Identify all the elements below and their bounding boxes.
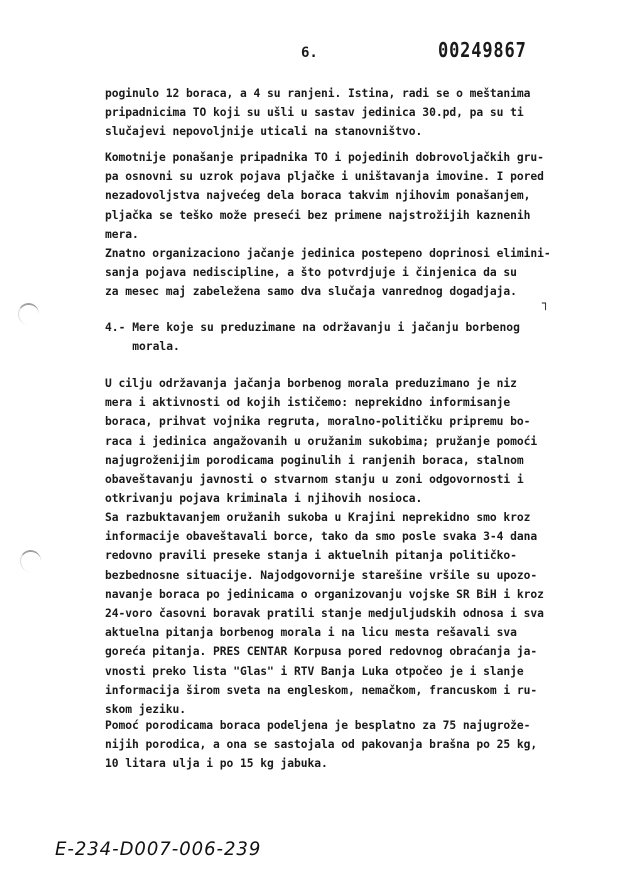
page-number: 6. bbox=[301, 45, 318, 61]
punch-hole-mark bbox=[18, 303, 39, 325]
paragraph-casualties: poginulo 12 boraca, a 4 su ranjeni. Istina, radi se o meštanima pripadnicima TO koji su ušli u sastav jedinica 30.pd, pa su ti slučajevi nepovoljnije uticali na stanovništvo. bbox=[105, 87, 531, 139]
paragraph-discipline: Znatno organizaciono jačanje jedinica postepeno doprinosi elimini- sanja pojava nediscipline, a što potvrdjuje i činjenica da su za mesec maj zabeležena samo dva slučaja vanrednog dogadjaja. bbox=[105, 247, 551, 299]
paragraph-looting: Komotnije ponašanje pripadnika TO i pojedinih dobrovoljačkih gru- pa osnovni su uzrok pojava pljačke i uništavanja imovine. I pored nezadovoljstva najvećeg dela boraca takvim njihovim ponašanjem, pljačka se teško može preseći bez primene najstrožijih kaznenih mera. bbox=[105, 151, 544, 241]
punch-hole-mark bbox=[20, 550, 41, 572]
handwritten-check-mark: ┐ bbox=[542, 296, 550, 310]
document-id-stamp: 00249867 bbox=[438, 38, 527, 62]
paragraph-family-aid: Pomoć porodicama boraca podeljena je besplatno za 75 najugrože- nijih porodica, a ona se sastojala od pakovanja brašna po 25 kg, 10 litara ulja i po 15 kg jabuka. bbox=[105, 719, 538, 771]
paragraph-information: Sa razbuktavanjem oružanih sukoba u Krajini neprekidno smo kroz informacije obaveštavali borce, tako da smo posle svaka 3-4 dana redovno pravili preseke stanja i aktuelnih pitanja političko- bezbednosne situacije. Najodgovornije starešine vršile su upozo- navanje boraca po jedinicama o organizovanju vojske SR BiH i kroz 24-voro časovni boravak pratili stanje medjuljudskih odnosa i sva aktuelna pitanja borbenog morala i na licu mesta rešavali sva goreća pitanja. PRES CENTAR Korpusa pored redovnog obraćanja ja- vnosti preko lista "Glas" i RTV Banja Luka otpočeo je i slanje informacija širom sveta na engleskom, nemačkom, francuskom i ru- skom jeziku. bbox=[105, 511, 544, 717]
handwritten-reference-number: E-234-D007-006-239 bbox=[55, 838, 262, 860]
paragraph-morale-measures: U cilju održavanja jačanja borbenog morala preduzimano je niz mera i aktivnosti od kojih ističemo: neprekidno informisanje boraca, prihvat vojnika regruta, moralno-političku pripremu bo- raca i jedinica angažovanih u oružanim sukobima; pružanje pomoći najugroženijim porodicama poginulih i ranjenih boraca, stalnom obaveštavanju javnosti o stvarnom stanju u zoni odgovornosti i otkrivanju pojava kriminala i njihovih nosioca. bbox=[105, 377, 538, 506]
section-heading-morale: 4.- Mere koje su preduzimane na održavanju i jačanju borbenog morala. bbox=[105, 321, 520, 354]
